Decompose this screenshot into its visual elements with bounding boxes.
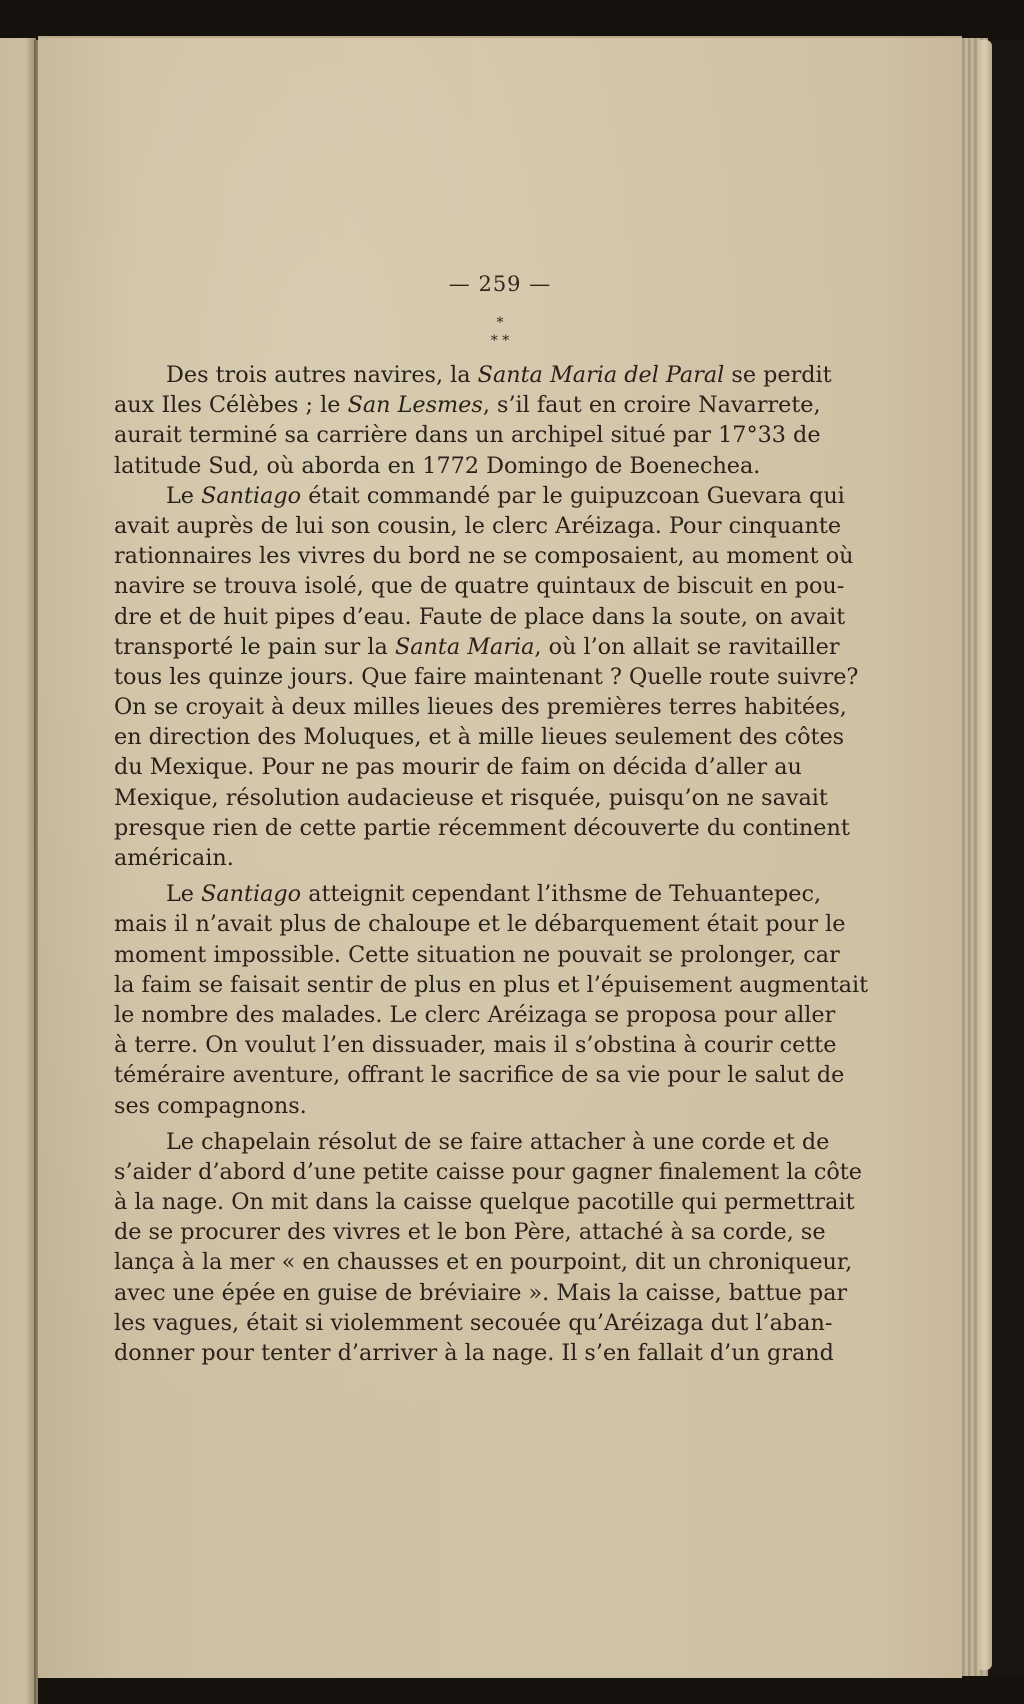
text-run: moment impossible. Cette situation ne pouvait se prolonger, car	[114, 941, 840, 968]
text-line	[114, 602, 846, 632]
text-run: tous les quinze jours. Que faire maintenant ? Quelle route suivre?	[114, 663, 859, 690]
italic-ship-name: Santiago	[201, 482, 302, 509]
text-run: Le	[166, 881, 202, 908]
text-run: américain.	[114, 845, 234, 871]
italic-ship-name: Santa Maria del Paral	[477, 362, 725, 388]
text-line	[114, 843, 790, 873]
paragraph	[114, 481, 859, 873]
text-run: aurait terminé sa carrière dans un archipel situé par 17°33 de	[114, 422, 821, 449]
body-text	[114, 360, 869, 1368]
text-line	[114, 970, 869, 1000]
text-line	[114, 420, 821, 450]
text-run: les vagues, était si violemment secouée qu’Aréizaga dut l’aban-	[114, 1309, 833, 1336]
italic-ship-name: Santa Maria	[394, 633, 535, 660]
italic-ship-name: Santiago	[201, 881, 302, 908]
facing-page-edge	[0, 38, 36, 1704]
text-run: , s’il faut en croire Navarrete,	[482, 392, 821, 419]
text-run: , où l’on allait se ravitailler	[534, 633, 840, 660]
text-run: Le chapelain résolut de se faire attacher à une corde et de	[166, 1128, 830, 1155]
text-line	[114, 1000, 836, 1030]
text-line	[114, 1187, 855, 1217]
text-line	[114, 879, 822, 909]
text-line	[114, 1127, 830, 1157]
text-run: la faim se faisait sentir de plus en plus et l’épuisement augmentait	[114, 971, 869, 998]
text-line	[114, 692, 847, 722]
scan-background-bottom	[38, 1676, 1024, 1704]
text-run: à terre. On voulut l’en dissuader, mais il s’obstina à courir cette	[114, 1032, 837, 1059]
text-line	[114, 1338, 834, 1368]
italic-ship-name: San Lesmes	[347, 392, 483, 419]
text-run: donner pour tenter d’arriver à la nage. Il s’en fallait d’un grand	[114, 1340, 834, 1366]
text-run: de se procurer des vivres et le bon Père, attaché à sa corde, se	[114, 1219, 826, 1246]
paragraph	[114, 1127, 862, 1369]
book-page	[38, 36, 962, 1678]
text-run: On se croyait à deux milles lieues des premières terres habitées,	[114, 694, 847, 721]
text-line	[114, 390, 821, 420]
text-run: du Mexique. Pour ne pas mourir de faim on décida d’aller au	[114, 754, 802, 781]
text-line	[114, 360, 832, 390]
text-run: à la nage. On mit dans la caisse quelque pacotille qui permettrait	[114, 1189, 855, 1216]
text-run: en direction des Moluques, et à mille lieues seulement des côtes	[114, 724, 845, 751]
text-line	[114, 783, 828, 813]
text-line	[114, 940, 840, 970]
text-line	[114, 1060, 845, 1090]
text-line	[114, 1030, 837, 1060]
text-run: mais il n’avait plus de chaloupe et le débarquement était pour le	[114, 911, 846, 938]
text-run: transporté le pain sur la	[114, 633, 395, 660]
text-run: Le	[166, 482, 202, 509]
text-line	[114, 1157, 862, 1187]
asterism-bottom: * *	[490, 333, 510, 349]
text-run: rationnaires les vivres du bord ne se composaient, au moment où	[114, 543, 854, 570]
paragraph	[114, 879, 869, 1121]
text-line	[114, 722, 845, 752]
text-line	[114, 1247, 853, 1277]
text-run: Des trois autres navires, la	[166, 362, 478, 388]
text-line	[114, 481, 845, 511]
text-run: ses compagnons.	[114, 1092, 307, 1119]
text-run: avait auprès de lui son cousin, le clerc Aréizaga. Pour cinquante	[114, 512, 842, 539]
text-run: latitude Sud, où aborda en 1772 Domingo de Boenechea.	[114, 452, 761, 479]
text-run: dre et de huit pipes d’eau. Faute de place dans la soute, on avait	[114, 603, 846, 630]
paragraph	[114, 360, 832, 481]
text-line	[114, 1308, 833, 1338]
asterism-separator	[38, 314, 962, 350]
page-number: — 259 —	[448, 272, 552, 296]
text-line	[114, 451, 790, 481]
text-line	[114, 632, 840, 662]
text-run: Mexique, résolution audacieuse et risquée, puisqu’on ne savait	[114, 784, 828, 811]
text-run: presque rien de cette partie récemment découverte du continent	[114, 814, 850, 841]
text-run: s’aider d’abord d’une petite caisse pour gagner finalement la côte	[114, 1158, 862, 1185]
text-run: le nombre des malades. Le clerc Aréizaga se proposa pour aller	[114, 1001, 836, 1028]
text-run: aux Iles Célèbes ; le	[114, 392, 348, 419]
text-line	[114, 752, 802, 782]
book-cover-edge	[978, 40, 992, 1670]
text-line	[114, 511, 842, 541]
text-line	[114, 1091, 790, 1121]
text-run: se perdit	[724, 362, 832, 388]
text-run: était commandé par le guipuzcoan Guevara qui	[301, 482, 845, 509]
text-line	[114, 571, 845, 601]
scan-background-top	[0, 0, 1024, 40]
text-run: avec une épée en guise de bréviaire ». Mais la caisse, battue par	[114, 1279, 848, 1306]
text-run: navire se trouva isolé, que de quatre quintaux de biscuit en pou-	[114, 573, 845, 600]
text-line	[114, 1217, 826, 1247]
text-run: téméraire aventure, offrant le sacrifice de sa vie pour le salut de	[114, 1062, 845, 1089]
asterism-top: *	[496, 315, 504, 331]
text-line	[114, 813, 850, 843]
text-line	[114, 662, 859, 692]
text-line	[114, 541, 854, 571]
text-run: atteignit cependant l’ithsme de Tehuantepec,	[301, 881, 822, 908]
text-run: lança à la mer « en chausses et en pourpoint, dit un chroniqueur,	[114, 1249, 853, 1276]
text-line	[114, 1278, 848, 1308]
text-line	[114, 909, 846, 939]
